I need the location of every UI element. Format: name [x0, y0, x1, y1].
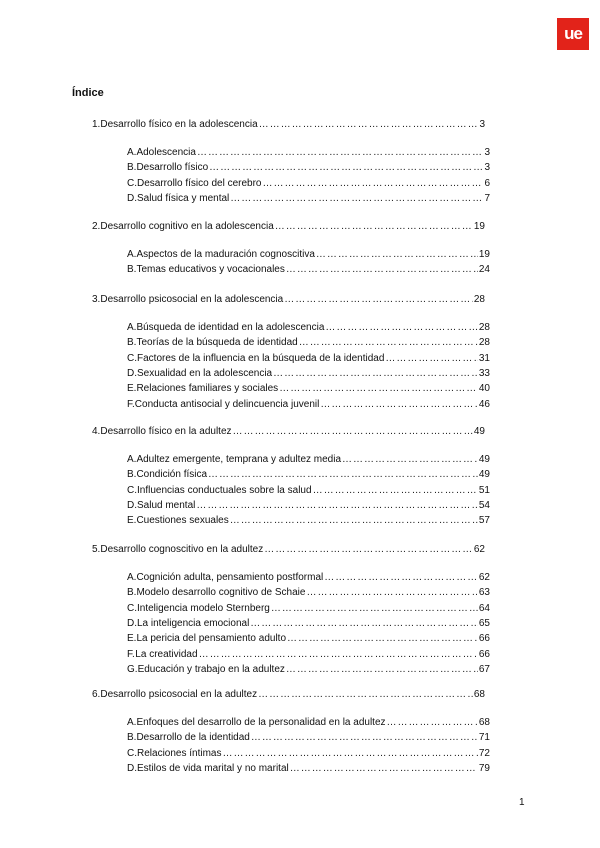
toc-section[interactable] [127, 352, 490, 365]
entry-label: Adultez emergente, temprana y adultez media [136, 454, 342, 465]
entry-page-number: 62 [473, 544, 485, 555]
entry-label: Condición física [136, 469, 208, 481]
entry-label: Salud física y mental [137, 192, 230, 204]
toc-section[interactable] [127, 499, 490, 512]
dot-leader [264, 543, 473, 556]
section-letter: C. [127, 177, 137, 189]
dot-leader [196, 499, 478, 512]
page-number: 1 [519, 797, 525, 808]
dot-leader [306, 586, 477, 599]
toc-section[interactable] [127, 192, 490, 205]
entry-page-number: 49 [473, 426, 485, 437]
ue-logo: ue [557, 18, 589, 50]
entry-page-number: 51 [478, 484, 490, 496]
entry-label: Aspectos de la maduración cognoscitiva [136, 249, 315, 260]
dot-leader [287, 632, 478, 645]
dot-leader [320, 398, 478, 411]
toc-section[interactable] [127, 663, 490, 676]
section-letter: C. [127, 352, 137, 364]
entry-page-number: 71 [478, 732, 490, 744]
entry-label: Inteligencia modelo Sternberg [137, 602, 270, 614]
dot-leader [275, 220, 473, 233]
entry-page-number: 28 [473, 294, 485, 305]
entry-page-number: 62 [478, 572, 490, 583]
entry-label: La pericia del pensamiento adulto [136, 633, 286, 645]
entry-page-number: 3 [484, 147, 490, 158]
dot-leader [342, 453, 478, 466]
entry-page-number: 68 [473, 689, 485, 700]
dot-leader [230, 192, 483, 205]
section-letter: F. [127, 398, 135, 410]
entry-label: Relaciones íntimas [137, 747, 222, 759]
entry-label: Estilos de vida marital y no marital [137, 762, 289, 774]
entry-label: Desarrollo físico [136, 162, 209, 174]
section-letter: A. [127, 147, 137, 158]
entry-page-number: 19 [473, 221, 485, 232]
section-letter: A. [127, 249, 137, 260]
entry-page-number: 33 [478, 367, 490, 379]
entry-page-number: 72 [478, 747, 490, 759]
entry-label: Desarrollo cognoscitivo en la adultez [100, 544, 264, 555]
toc-section[interactable] [127, 382, 490, 395]
dot-leader [258, 688, 473, 701]
entry-label: Teorías de la búsqueda de identidad [136, 337, 298, 349]
section-letter: B. [127, 469, 137, 481]
chapter-number: 3. [92, 294, 101, 305]
entry-label: Desarrollo cognitivo en la adolescencia [100, 221, 274, 232]
section-letter: B. [127, 337, 137, 349]
toc-chapter-5[interactable] [92, 543, 485, 556]
entry-page-number: 7 [484, 192, 490, 204]
dot-leader [286, 663, 478, 676]
chapter-number: 1. [92, 119, 101, 130]
entry-page-number: 66 [478, 633, 490, 645]
toc-section[interactable] [127, 453, 490, 466]
section-letter: E. [127, 383, 137, 395]
entry-page-number: 24 [478, 264, 490, 276]
entry-page-number: 54 [478, 499, 490, 511]
section-letter: C. [127, 602, 137, 614]
chapter-number: 2. [92, 221, 101, 232]
dot-leader [299, 336, 478, 349]
entry-page-number: 6 [484, 177, 490, 189]
entry-page-number: 66 [478, 648, 490, 660]
dot-leader [197, 146, 484, 159]
entry-label: Factores de la influencia en la búsqueda de la identidad [137, 352, 385, 364]
toc-section[interactable] [127, 336, 490, 349]
entry-label: Adolescencia [136, 147, 196, 158]
toc-section[interactable] [127, 146, 490, 159]
section-letter: D. [127, 367, 137, 379]
chapter-number: 4. [92, 426, 101, 437]
dot-leader [222, 747, 477, 760]
toc-section[interactable] [127, 632, 490, 645]
toc-section[interactable] [127, 602, 490, 615]
section-letter: B. [127, 264, 137, 276]
entry-label: Desarrollo físico en la adolescencia [100, 119, 258, 130]
dot-leader [324, 571, 478, 584]
toc-section[interactable] [127, 468, 490, 481]
section-letter: E. [127, 633, 137, 645]
entry-label: La creatividad [135, 648, 198, 660]
dot-leader [230, 514, 478, 527]
toc-section[interactable] [127, 177, 490, 190]
section-letter: B. [127, 587, 137, 599]
dot-leader [316, 248, 478, 261]
dot-leader [385, 352, 477, 365]
dot-leader [387, 716, 478, 729]
entry-label: Desarrollo de la identidad [136, 732, 250, 744]
chapter-number: 6. [92, 689, 101, 700]
entry-page-number: 57 [478, 515, 490, 527]
dot-leader [313, 484, 478, 497]
entry-page-number: 19 [478, 249, 490, 260]
dot-leader [208, 468, 478, 481]
toc-section[interactable] [127, 484, 490, 497]
entry-page-number: 79 [478, 762, 490, 774]
section-letter: F. [127, 648, 135, 660]
dot-leader [250, 617, 478, 630]
entry-label: Relaciones familiares y sociales [136, 383, 279, 395]
toc-chapter-4[interactable] [92, 425, 485, 438]
dot-leader [271, 602, 478, 615]
toc-section[interactable] [127, 586, 490, 599]
dot-leader [251, 731, 478, 744]
dot-leader [233, 425, 473, 438]
toc-section[interactable] [127, 398, 490, 411]
entry-page-number: 49 [478, 469, 490, 481]
entry-label: Desarrollo físico del cerebro [137, 177, 262, 189]
entry-page-number: 67 [478, 663, 490, 675]
section-letter: D. [127, 762, 137, 774]
dot-leader [259, 118, 479, 131]
toc-section[interactable] [127, 571, 490, 584]
section-letter: G. [127, 663, 138, 675]
entry-label: Sexualidad en la adolescencia [137, 367, 273, 379]
section-letter: B. [127, 732, 137, 744]
entry-label: Desarrollo psicosocial en la adolescencia [100, 294, 284, 305]
entry-page-number: 31 [478, 352, 490, 364]
dot-leader [286, 263, 478, 276]
toc-section[interactable] [127, 731, 490, 744]
toc-section[interactable] [127, 514, 490, 527]
section-letter: D. [127, 192, 137, 204]
entry-label: Cognición adulta, pensamiento postformal [136, 572, 324, 583]
entry-page-number: 68 [478, 717, 490, 728]
chapter-number: 5. [92, 544, 101, 555]
entry-page-number: 40 [478, 383, 490, 395]
toc-section[interactable] [127, 161, 490, 174]
toc-section[interactable] [127, 263, 490, 276]
entry-page-number: 3 [484, 162, 490, 174]
entry-label: Influencias conductuales sobre la salud [137, 484, 312, 496]
entry-label: Desarrollo psicosocial en la adultez [100, 689, 258, 700]
entry-page-number: 3 [479, 119, 485, 130]
entry-page-number: 28 [478, 322, 490, 333]
toc-section[interactable] [127, 248, 490, 261]
entry-page-number: 49 [478, 454, 490, 465]
section-letter: E. [127, 515, 137, 527]
entry-label: Salud mental [137, 499, 196, 511]
dot-leader [290, 762, 478, 775]
toc-section[interactable] [127, 762, 490, 775]
dot-leader [263, 177, 484, 190]
toc-section[interactable] [127, 648, 490, 661]
section-letter: C. [127, 484, 137, 496]
toc-title: Índice [72, 87, 104, 99]
entry-page-number: 65 [478, 617, 490, 629]
entry-page-number: 28 [478, 337, 490, 349]
entry-label: Educación y trabajo en la adultez [137, 663, 285, 675]
dot-leader [279, 382, 478, 395]
dot-leader [284, 293, 473, 306]
entry-page-number: 46 [478, 398, 490, 410]
toc-chapter-1[interactable] [92, 118, 485, 131]
section-letter: A. [127, 322, 137, 333]
dot-leader [209, 161, 483, 174]
section-letter: B. [127, 162, 137, 174]
toc-chapter-3[interactable] [92, 293, 485, 306]
section-letter: D. [127, 499, 137, 511]
entry-label: Búsqueda de identidad en la adolescencia [136, 322, 325, 333]
toc-section[interactable] [127, 321, 490, 334]
entry-label: Desarrollo físico en la adultez [100, 426, 232, 437]
toc-section[interactable] [127, 617, 490, 630]
entry-label: Cuestiones sexuales [136, 515, 229, 527]
toc-section[interactable] [127, 747, 490, 760]
dot-leader [325, 321, 477, 334]
section-letter: C. [127, 747, 137, 759]
section-letter: A. [127, 454, 137, 465]
toc-section[interactable] [127, 716, 490, 729]
dot-leader [199, 648, 478, 661]
toc-chapter-2[interactable] [92, 220, 485, 233]
entry-label: Enfoques del desarrollo de la personalidad en la adultez [136, 717, 386, 728]
section-letter: A. [127, 572, 137, 583]
entry-label: Conducta antisocial y delincuencia juvenil [134, 398, 320, 410]
entry-page-number: 64 [478, 602, 490, 614]
toc-section[interactable] [127, 367, 490, 380]
entry-label: Modelo desarrollo cognitivo de Schaie [136, 587, 306, 599]
entry-label: Temas educativos y vocacionales [136, 264, 285, 276]
section-letter: A. [127, 717, 137, 728]
dot-leader [273, 367, 478, 380]
section-letter: D. [127, 617, 137, 629]
toc-chapter-6[interactable] [92, 688, 485, 701]
entry-page-number: 63 [478, 587, 490, 599]
entry-label: La inteligencia emocional [137, 617, 250, 629]
